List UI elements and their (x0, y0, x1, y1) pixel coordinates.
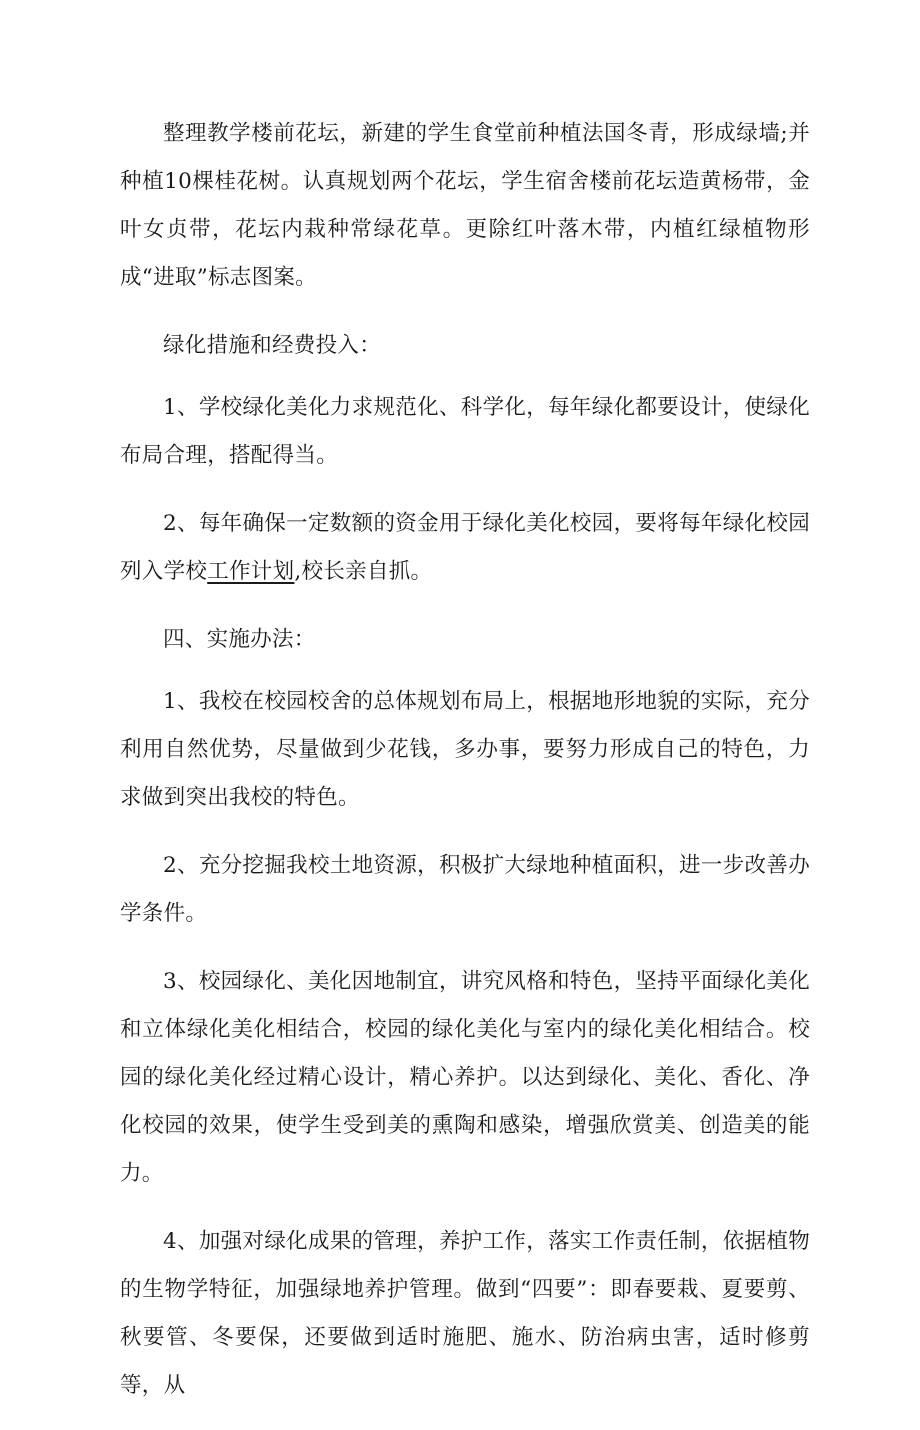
paragraph-method-2: 2、充分挖掘我校土地资源，积极扩大绿地种植面积，进一步改善办学条件。 (120, 853, 810, 926)
paragraph-method-3: 3、校园绿化、美化因地制宜，讲究风格和特色，坚持平面绿化美化和立体绿化美化相结合，校园的绿化美化与室内的绿化美化相结合。校园的绿化美化经过精心设计，精心养护。以达到绿化、美化、香化、净化校园的效果，使学生受到美的熏陶和感染，增强欣赏美、创造美的能力。 (120, 969, 810, 1186)
paragraph-measure-1: 1、学校绿化美化力求规范化、科学化，每年绿化都要设计，使绿化布局合理，搭配得当。 (120, 395, 810, 468)
work-plan-link[interactable]: 工作计划 (207, 559, 295, 584)
section-heading-implementation: 四、实施办法： (163, 627, 316, 652)
paragraph-measure-2-text: 2、每年确保一定数额的资金用于绿化美化校园，要将每年绿化校园列入学校 (120, 511, 810, 584)
paragraph-flowerbed-planning: 整理教学楼前花坛，新建的学生食堂前种植法国冬青，形成绿墙;并种植10棵桂花树。认真规划两个花坛，学生宿舍楼前花坛造黄杨带，金叶女贞带，花坛内栽种常绿花草。更除红叶落木带，内植红绿植物形成“进取”标志图案。 (120, 121, 810, 290)
paragraph-measure-2-tail: ,校长亲自抓。 (294, 559, 433, 584)
section-heading-greening-measures: 绿化措施和经费投入： (163, 333, 382, 358)
paragraph-measure-2 (120, 500, 810, 596)
document-body (120, 110, 810, 1430)
paragraph-method-1: 1、我校在校园校舍的总体规划布局上，根据地形地貌的实际，充分利用自然优势，尽量做到少花钱，多办事，要努力形成自己的特色，力求做到突出我校的特色。 (120, 689, 810, 810)
paragraph-method-4: 4、加强对绿化成果的管理，养护工作，落实工作责任制，依据植物的生物学特征，加强绿地养护管理。做到“四要”：即春要栽、夏要剪、秋要管、冬要保，还要做到适时施肥、施水、防治病虫害，适时修剪等，从 (120, 1229, 810, 1398)
